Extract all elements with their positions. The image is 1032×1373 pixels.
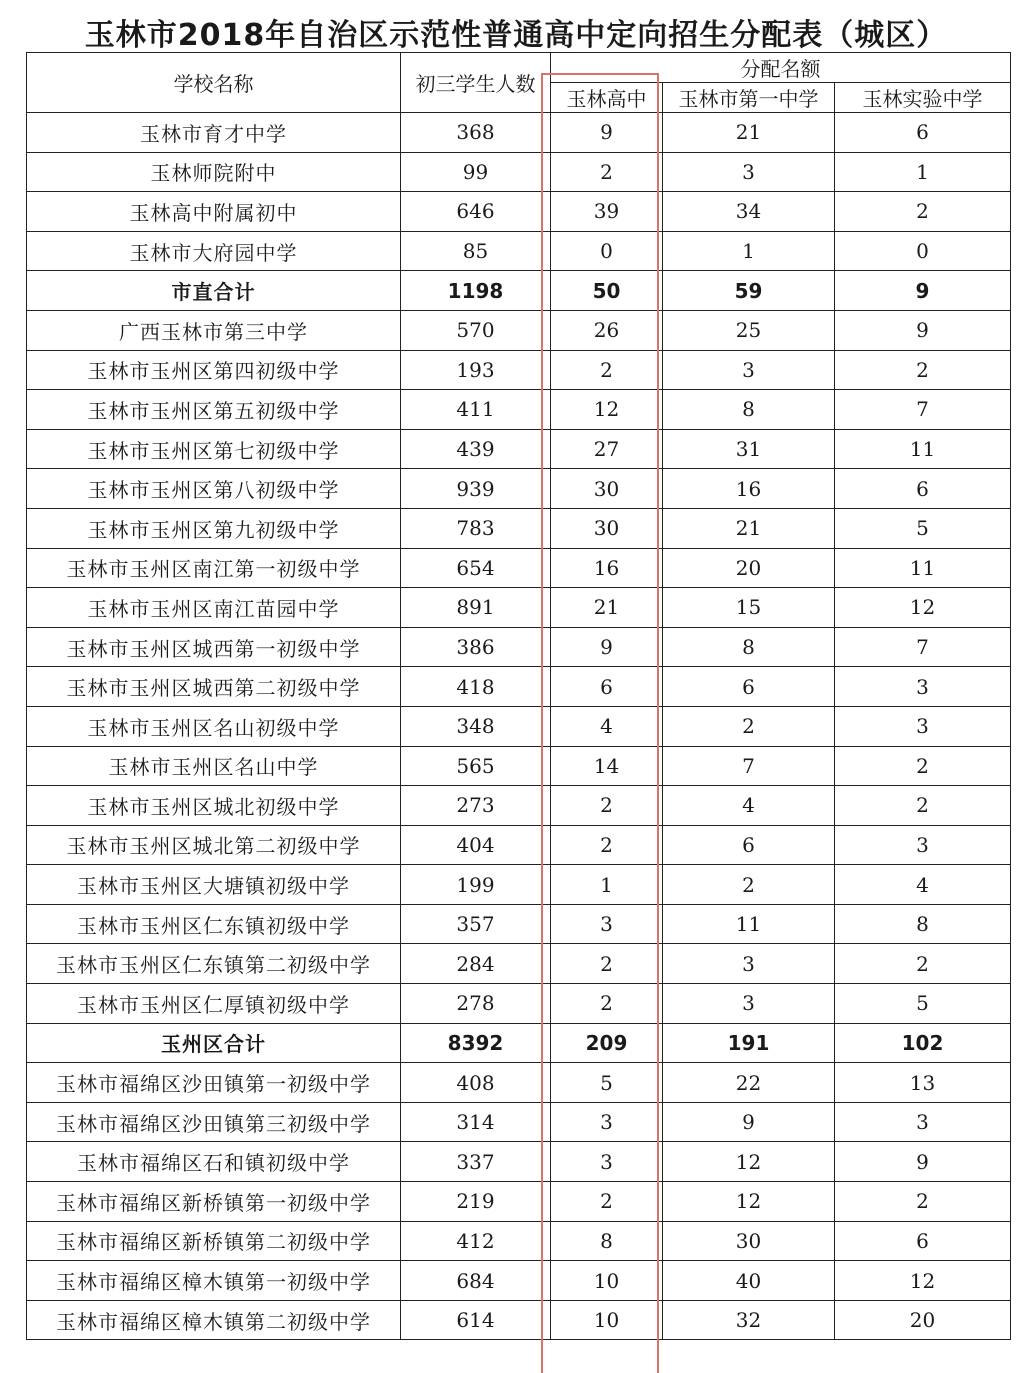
table-row — [27, 1063, 1011, 1103]
school-name-cell: 玉林市玉州区第八初级中学 — [27, 469, 401, 509]
school-name-cell: 玉林市福绵区石和镇初级中学 — [27, 1142, 401, 1182]
yulin-high-quota-cell: 10 — [551, 1261, 663, 1301]
students-cell: 646 — [401, 192, 551, 232]
yulin-high-quota-cell: 2 — [551, 350, 663, 390]
table-row — [27, 429, 1011, 469]
school-name-cell: 玉林市玉州区城北初级中学 — [27, 786, 401, 826]
yulin-first-quota-cell: 34 — [663, 192, 835, 232]
students-cell: 284 — [401, 944, 551, 984]
yulin-high-quota-cell: 10 — [551, 1300, 663, 1340]
students-cell: 99 — [401, 152, 551, 192]
yulin-experimental-quota-cell: 3 — [835, 706, 1011, 746]
school-name-cell: 市直合计 — [27, 271, 401, 311]
header-allocation: 分配名额 — [551, 53, 1011, 83]
students-cell: 219 — [401, 1182, 551, 1222]
table-row — [27, 588, 1011, 628]
students-cell: 565 — [401, 746, 551, 786]
yulin-high-quota-cell: 2 — [551, 984, 663, 1024]
school-name-cell: 玉林市福绵区樟木镇第一初级中学 — [27, 1261, 401, 1301]
yulin-high-quota-cell: 30 — [551, 508, 663, 548]
yulin-high-quota-cell: 27 — [551, 429, 663, 469]
table-row — [27, 1182, 1011, 1222]
students-cell: 273 — [401, 786, 551, 826]
school-name-cell: 广西玉林市第三中学 — [27, 310, 401, 350]
table-row — [27, 667, 1011, 707]
yulin-experimental-quota-cell: 2 — [835, 746, 1011, 786]
yulin-first-quota-cell: 59 — [663, 271, 835, 311]
school-name-cell: 玉林市玉州区城北第二初级中学 — [27, 825, 401, 865]
yulin-experimental-quota-cell: 5 — [835, 984, 1011, 1024]
table-row — [27, 786, 1011, 826]
yulin-first-quota-cell: 30 — [663, 1221, 835, 1261]
table-row — [27, 944, 1011, 984]
yulin-high-quota-cell: 2 — [551, 786, 663, 826]
table-row — [27, 508, 1011, 548]
yulin-high-quota-cell: 6 — [551, 667, 663, 707]
table-row — [27, 706, 1011, 746]
yulin-experimental-quota-cell: 7 — [835, 390, 1011, 430]
students-cell: 614 — [401, 1300, 551, 1340]
yulin-first-quota-cell: 31 — [663, 429, 835, 469]
yulin-high-quota-cell: 3 — [551, 904, 663, 944]
school-name-cell: 玉林市玉州区第九初级中学 — [27, 508, 401, 548]
yulin-experimental-quota-cell: 3 — [835, 825, 1011, 865]
yulin-experimental-quota-cell: 12 — [835, 588, 1011, 628]
yulin-first-quota-cell: 15 — [663, 588, 835, 628]
yulin-experimental-quota-cell: 9 — [835, 1142, 1011, 1182]
students-cell: 193 — [401, 350, 551, 390]
total-row — [27, 271, 1011, 311]
students-cell: 337 — [401, 1142, 551, 1182]
table-row — [27, 310, 1011, 350]
yulin-first-quota-cell: 12 — [663, 1142, 835, 1182]
yulin-experimental-quota-cell: 102 — [835, 1023, 1011, 1063]
yulin-high-quota-cell: 2 — [551, 825, 663, 865]
school-name-cell: 玉林市育才中学 — [27, 113, 401, 153]
students-cell: 411 — [401, 390, 551, 430]
yulin-high-quota-cell: 2 — [551, 944, 663, 984]
yulin-first-quota-cell: 2 — [663, 865, 835, 905]
yulin-first-quota-cell: 6 — [663, 667, 835, 707]
yulin-experimental-quota-cell: 12 — [835, 1261, 1011, 1301]
yulin-first-quota-cell: 9 — [663, 1102, 835, 1142]
yulin-experimental-quota-cell: 2 — [835, 350, 1011, 390]
header-students: 初三学生人数 — [401, 53, 551, 113]
yulin-experimental-quota-cell: 0 — [835, 231, 1011, 271]
school-name-cell: 玉林市玉州区第五初级中学 — [27, 390, 401, 430]
table-row — [27, 1300, 1011, 1340]
students-cell: 783 — [401, 508, 551, 548]
school-name-cell: 玉林市福绵区樟木镇第二初级中学 — [27, 1300, 401, 1340]
students-cell: 386 — [401, 627, 551, 667]
yulin-experimental-quota-cell: 2 — [835, 1182, 1011, 1222]
students-cell: 357 — [401, 904, 551, 944]
students-cell: 412 — [401, 1221, 551, 1261]
yulin-experimental-quota-cell: 9 — [835, 310, 1011, 350]
table-row — [27, 1142, 1011, 1182]
school-name-cell: 玉林市玉州区南江苗园中学 — [27, 588, 401, 628]
yulin-high-quota-cell: 16 — [551, 548, 663, 588]
school-name-cell: 玉林市福绵区新桥镇第二初级中学 — [27, 1221, 401, 1261]
students-cell: 418 — [401, 667, 551, 707]
yulin-high-quota-cell: 2 — [551, 1182, 663, 1222]
school-name-cell: 玉林市福绵区沙田镇第一初级中学 — [27, 1063, 401, 1103]
school-name-cell: 玉林市玉州区名山中学 — [27, 746, 401, 786]
yulin-high-quota-cell: 209 — [551, 1023, 663, 1063]
yulin-high-quota-cell: 9 — [551, 113, 663, 153]
yulin-first-quota-cell: 25 — [663, 310, 835, 350]
school-name-cell: 玉林师院附中 — [27, 152, 401, 192]
yulin-experimental-quota-cell: 3 — [835, 1102, 1011, 1142]
students-cell: 684 — [401, 1261, 551, 1301]
yulin-high-quota-cell: 5 — [551, 1063, 663, 1103]
header-school-name: 学校名称 — [27, 53, 401, 113]
table-row — [27, 113, 1011, 153]
yulin-experimental-quota-cell: 2 — [835, 944, 1011, 984]
yulin-high-quota-cell: 30 — [551, 469, 663, 509]
table-row — [27, 1102, 1011, 1142]
students-cell: 278 — [401, 984, 551, 1024]
yulin-first-quota-cell: 21 — [663, 508, 835, 548]
school-name-cell: 玉林高中附属初中 — [27, 192, 401, 232]
table-row — [27, 548, 1011, 588]
table-row — [27, 390, 1011, 430]
yulin-high-quota-cell: 39 — [551, 192, 663, 232]
yulin-experimental-quota-cell: 20 — [835, 1300, 1011, 1340]
yulin-experimental-quota-cell: 11 — [835, 548, 1011, 588]
yulin-experimental-quota-cell: 1 — [835, 152, 1011, 192]
table-row — [27, 231, 1011, 271]
school-name-cell: 玉林市玉州区城西第二初级中学 — [27, 667, 401, 707]
table-row — [27, 350, 1011, 390]
school-name-cell: 玉林市玉州区第四初级中学 — [27, 350, 401, 390]
yulin-first-quota-cell: 6 — [663, 825, 835, 865]
yulin-experimental-quota-cell: 2 — [835, 786, 1011, 826]
students-cell: 408 — [401, 1063, 551, 1103]
school-name-cell: 玉林市玉州区大塘镇初级中学 — [27, 865, 401, 905]
school-name-cell: 玉林市玉州区名山初级中学 — [27, 706, 401, 746]
school-name-cell: 玉林市福绵区新桥镇第一初级中学 — [27, 1182, 401, 1222]
students-cell: 939 — [401, 469, 551, 509]
yulin-first-quota-cell: 8 — [663, 390, 835, 430]
students-cell: 314 — [401, 1102, 551, 1142]
students-cell: 348 — [401, 706, 551, 746]
yulin-first-quota-cell: 7 — [663, 746, 835, 786]
yulin-first-quota-cell: 8 — [663, 627, 835, 667]
students-cell: 1198 — [401, 271, 551, 311]
students-cell: 404 — [401, 825, 551, 865]
table-row — [27, 865, 1011, 905]
yulin-experimental-quota-cell: 6 — [835, 1221, 1011, 1261]
yulin-high-quota-cell: 3 — [551, 1142, 663, 1182]
school-name-cell: 玉林市玉州区仁东镇第二初级中学 — [27, 944, 401, 984]
students-cell: 85 — [401, 231, 551, 271]
header-yulin-high: 玉林高中 — [551, 83, 663, 113]
yulin-experimental-quota-cell: 3 — [835, 667, 1011, 707]
allocation-table — [26, 52, 1011, 1340]
yulin-experimental-quota-cell: 2 — [835, 192, 1011, 232]
students-cell: 891 — [401, 588, 551, 628]
yulin-experimental-quota-cell: 6 — [835, 113, 1011, 153]
table-row — [27, 746, 1011, 786]
yulin-high-quota-cell: 26 — [551, 310, 663, 350]
yulin-experimental-quota-cell: 5 — [835, 508, 1011, 548]
yulin-first-quota-cell: 1 — [663, 231, 835, 271]
yulin-first-quota-cell: 3 — [663, 350, 835, 390]
document-title: 玉林市2018年自治区示范性普通高中定向招生分配表（城区） — [84, 18, 948, 53]
yulin-first-quota-cell: 11 — [663, 904, 835, 944]
table-row — [27, 469, 1011, 509]
table-row — [27, 192, 1011, 232]
yulin-high-quota-cell: 50 — [551, 271, 663, 311]
table-row — [27, 627, 1011, 667]
school-name-cell: 玉林市玉州区仁东镇初级中学 — [27, 904, 401, 944]
students-cell: 199 — [401, 865, 551, 905]
yulin-high-quota-cell: 14 — [551, 746, 663, 786]
school-name-cell: 玉林市玉州区仁厚镇初级中学 — [27, 984, 401, 1024]
school-name-cell: 玉州区合计 — [27, 1023, 401, 1063]
school-name-cell: 玉林市福绵区沙田镇第三初级中学 — [27, 1102, 401, 1142]
yulin-high-quota-cell: 1 — [551, 865, 663, 905]
yulin-high-quota-cell: 4 — [551, 706, 663, 746]
yulin-first-quota-cell: 191 — [663, 1023, 835, 1063]
yulin-first-quota-cell: 32 — [663, 1300, 835, 1340]
yulin-first-quota-cell: 16 — [663, 469, 835, 509]
yulin-high-quota-cell: 12 — [551, 390, 663, 430]
yulin-first-quota-cell: 3 — [663, 984, 835, 1024]
yulin-high-quota-cell: 2 — [551, 152, 663, 192]
yulin-experimental-quota-cell: 13 — [835, 1063, 1011, 1103]
yulin-first-quota-cell: 40 — [663, 1261, 835, 1301]
school-name-cell: 玉林市玉州区南江第一初级中学 — [27, 548, 401, 588]
yulin-high-quota-cell: 9 — [551, 627, 663, 667]
table-row — [27, 1261, 1011, 1301]
yulin-experimental-quota-cell: 7 — [835, 627, 1011, 667]
yulin-experimental-quota-cell: 11 — [835, 429, 1011, 469]
header-yulin-first: 玉林市第一中学 — [663, 83, 835, 113]
table-row — [27, 904, 1011, 944]
school-name-cell: 玉林市大府园中学 — [27, 231, 401, 271]
table-row — [27, 984, 1011, 1024]
yulin-first-quota-cell: 3 — [663, 152, 835, 192]
yulin-high-quota-cell: 8 — [551, 1221, 663, 1261]
students-cell: 8392 — [401, 1023, 551, 1063]
yulin-experimental-quota-cell: 8 — [835, 904, 1011, 944]
yulin-first-quota-cell: 12 — [663, 1182, 835, 1222]
students-cell: 368 — [401, 113, 551, 153]
yulin-high-quota-cell: 0 — [551, 231, 663, 271]
yulin-experimental-quota-cell: 4 — [835, 865, 1011, 905]
yulin-first-quota-cell: 20 — [663, 548, 835, 588]
students-cell: 570 — [401, 310, 551, 350]
students-cell: 654 — [401, 548, 551, 588]
total-row — [27, 1023, 1011, 1063]
yulin-high-quota-cell: 3 — [551, 1102, 663, 1142]
students-cell: 439 — [401, 429, 551, 469]
yulin-high-quota-cell: 21 — [551, 588, 663, 628]
yulin-first-quota-cell: 3 — [663, 944, 835, 984]
school-name-cell: 玉林市玉州区第七初级中学 — [27, 429, 401, 469]
header-yulin-experimental: 玉林实验中学 — [835, 83, 1011, 113]
yulin-first-quota-cell: 4 — [663, 786, 835, 826]
table-row — [27, 825, 1011, 865]
yulin-first-quota-cell: 21 — [663, 113, 835, 153]
yulin-experimental-quota-cell: 6 — [835, 469, 1011, 509]
school-name-cell: 玉林市玉州区城西第一初级中学 — [27, 627, 401, 667]
yulin-first-quota-cell: 2 — [663, 706, 835, 746]
table-row — [27, 1221, 1011, 1261]
table-row — [27, 152, 1011, 192]
yulin-first-quota-cell: 22 — [663, 1063, 835, 1103]
yulin-experimental-quota-cell: 9 — [835, 271, 1011, 311]
